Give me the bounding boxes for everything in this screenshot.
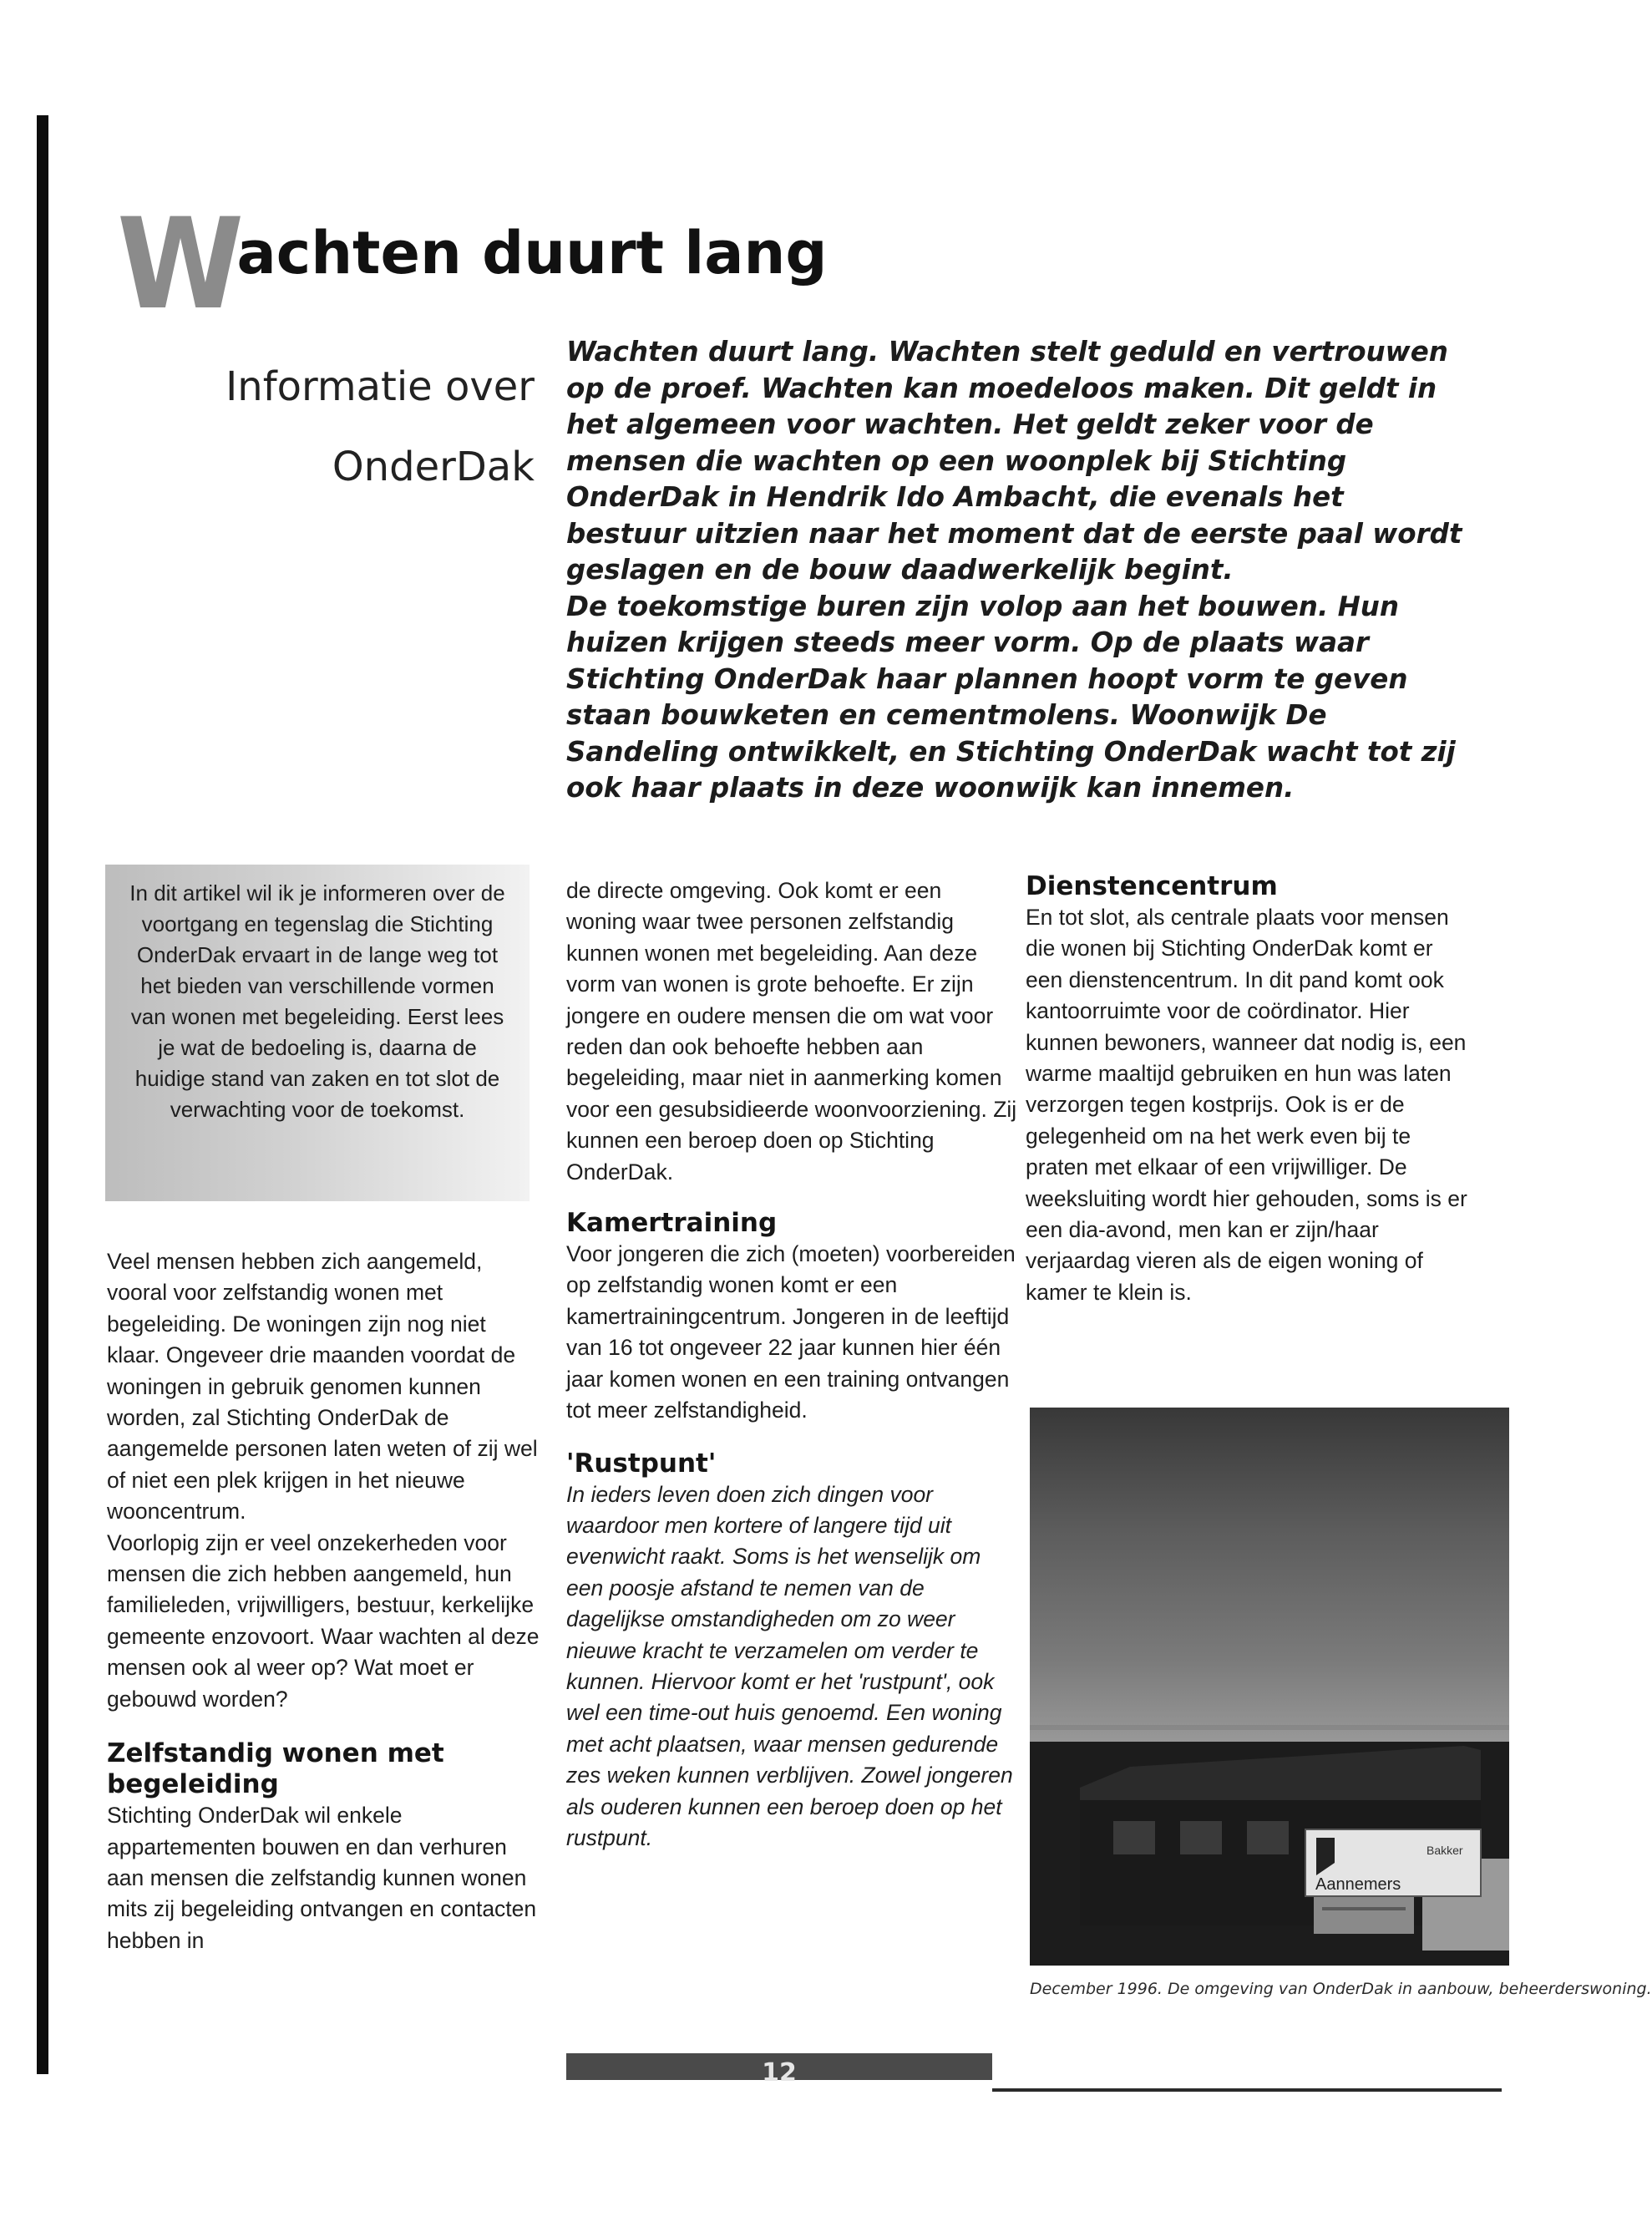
sign-text-line-2: Aannemers xyxy=(1315,1875,1401,1894)
subtitle-line-1: Informatie over xyxy=(226,363,535,410)
intro-paragraph-2: De toekomstige buren zijn volop aan het bouwen. Hun huizen krijgen steeds meer vorm. Op de plaats waar Stichting OnderDak haar plannen hoopt vorm te geven staan bouwketen en cementmolens. Woonwijk De Sandeling ontwikkelt, en Stichting OnderDak wacht tot zij ook haar plaats in deze woonwijk kan innemen. xyxy=(566,590,1456,804)
column2-paragraph-3: In ieders leven doen zich dingen voor waardoor men kortere of langere tijd uit evenwicht raakt. Soms is het wenselijk om een poosje afstand te nemen van de dagelijkse omstandigheden om zo weer nieuwe kracht te verzamelen om verder te kunnen. Hiervoor komt er het 'rustpunt', ook wel een time-out huis genoemd. Een woning met acht plaatsen, waar mensen gedurende zes weken kunnen verblijven. Zowel jongeren als ouderen kunnen een beroep doen op het rustpunt. xyxy=(566,1481,1013,1850)
column1-paragraph-1: Veel mensen hebben zich aangemeld, vooral voor zelfstandig wonen met begeleiding. De woningen zijn nog niet klaar. Ongeveer drie maanden voordat de woningen in gebruik genomen kunnen worden, zal Stichting OnderDak de aangemelde personen laten weten of zij wel of niet een plek krijgen in het nieuwe wooncentrum. xyxy=(107,1249,538,1524)
article-subtitle xyxy=(167,347,535,507)
page-footer-band xyxy=(566,2053,992,2088)
intro-lead xyxy=(566,334,1468,807)
heading-zelfstandig-wonen: Zelfstandig wonen met begeleiding xyxy=(107,1738,444,1800)
intro-paragraph-1: Wachten duurt lang. Wachten stelt geduld en vertrouwen op de proef. Wachten kan moedeloos maken. Dit geldt in het algemeen voor wachten. Het geldt zeker voor de mensen die wachten op een woonplek bij Stichting OnderDak in Hendrik Ido Ambacht, die evenals het bestuur uitzien naar het moment dat de eerste paal wordt geslagen en de bouw daadwerkelijk begint. xyxy=(566,336,1462,586)
construction-site-photo xyxy=(1030,1408,1509,1966)
title-drop-initial: W xyxy=(117,192,245,337)
building-window xyxy=(1113,1821,1155,1854)
heading-kamertraining: Kamertraining xyxy=(566,1208,778,1239)
brick-stack-line xyxy=(1322,1907,1406,1910)
summary-box xyxy=(105,865,530,1201)
bottom-rule xyxy=(992,2088,1502,2092)
text-column-3 xyxy=(1026,871,1468,1308)
photo-scene xyxy=(1030,1408,1509,1966)
column1-paragraph-3: Stichting OnderDak wil enkele appartementen bouwen en dan verhuren aan mensen die zelfstandig kunnen wonen mits zij begeleiding ontvangen en contacten hebben in xyxy=(107,1803,537,1953)
left-margin-rule xyxy=(37,115,48,2074)
column2-paragraph-2: Voor jongeren die zich (moeten) voorbereiden op zelfstandig wonen komt er een kamertrainingcentrum. Jongeren in de leeftijd van 16 tot ongeveer 22 jaar kunnen hier één jaar komen wonen en een training ontvangen tot meer zelfstandigheid. xyxy=(566,1241,1016,1423)
article-title xyxy=(117,190,828,337)
title-text: achten duurt lang xyxy=(236,219,828,287)
column1-paragraph-2: Voorlopig zijn er veel onzekerheden voor mensen die zich hebben aangemeld, hun familieleden, vrijwilligers, bestuur, kerkelijke gemeente enzovoort. Waar wachten al deze mensen ook al weer op? Wat moet er gebouwd worden? xyxy=(107,1530,540,1712)
building-window xyxy=(1180,1821,1222,1854)
column3-paragraph-1: En tot slot, als centrale plaats voor mensen die wonen bij Stichting OnderDak komt er een dienstencentrum. In dit pand komt ook kantoorruimte voor de coördinator. Hier kunnen bewoners, wanneer dat nodig is, een warme maaltijd gebruiken en hun was laten verzorgen tegen kostprijs. Ook is er de gelegenheid om na het werk even bij te praten met elkaar of een vrijwilliger. De weeksluiting wordt hier gehouden, soms is er een dia-avond, men kan er zijn/haar verjaardag vieren als de eigen woning of kamer te klein is. xyxy=(1026,905,1467,1305)
sign-text-line-1: Bakker xyxy=(1426,1844,1463,1857)
heading-rustpunt: 'Rustpunt' xyxy=(566,1448,717,1479)
building-window xyxy=(1247,1821,1289,1854)
text-column-2 xyxy=(566,875,1017,1854)
page-number: 12 xyxy=(762,2058,797,2088)
heading-dienstencentrum: Dienstencentrum xyxy=(1026,871,1278,901)
subtitle-line-2: OnderDak xyxy=(332,444,535,490)
scaffold-line xyxy=(1030,1725,1509,1730)
summary-text: In dit artikel wil ik je informeren over de voortgang en tegenslag die Stichting OnderDak ervaart in de lange weg tot het bieden van verschillende vormen van wonen met begeleiding. Eerst lees je wat de bedoeling is, daarna de huidige stand van zaken en tot slot de verwachting voor de toekomst. xyxy=(129,880,505,1122)
column2-paragraph-1: de directe omgeving. Ook komt er een woning waar twee personen zelfstandig kunnen wonen met begeleiding. Aan deze vorm van wonen is grote behoefte. Er zijn jongere en oudere mensen die om wat voor reden dan ook behoefte hebben aan begeleiding, maar niet in aanmerking komen voor een gesubsidieerde woonvoorziening. Zij kunnen een beroep doen op Stichting OnderDak. xyxy=(566,878,1017,1185)
photo-caption: December 1996. De omgeving van OnderDak in aanbouw, beheerderswoning. xyxy=(1030,1980,1652,1998)
text-column-1 xyxy=(107,1246,541,1956)
